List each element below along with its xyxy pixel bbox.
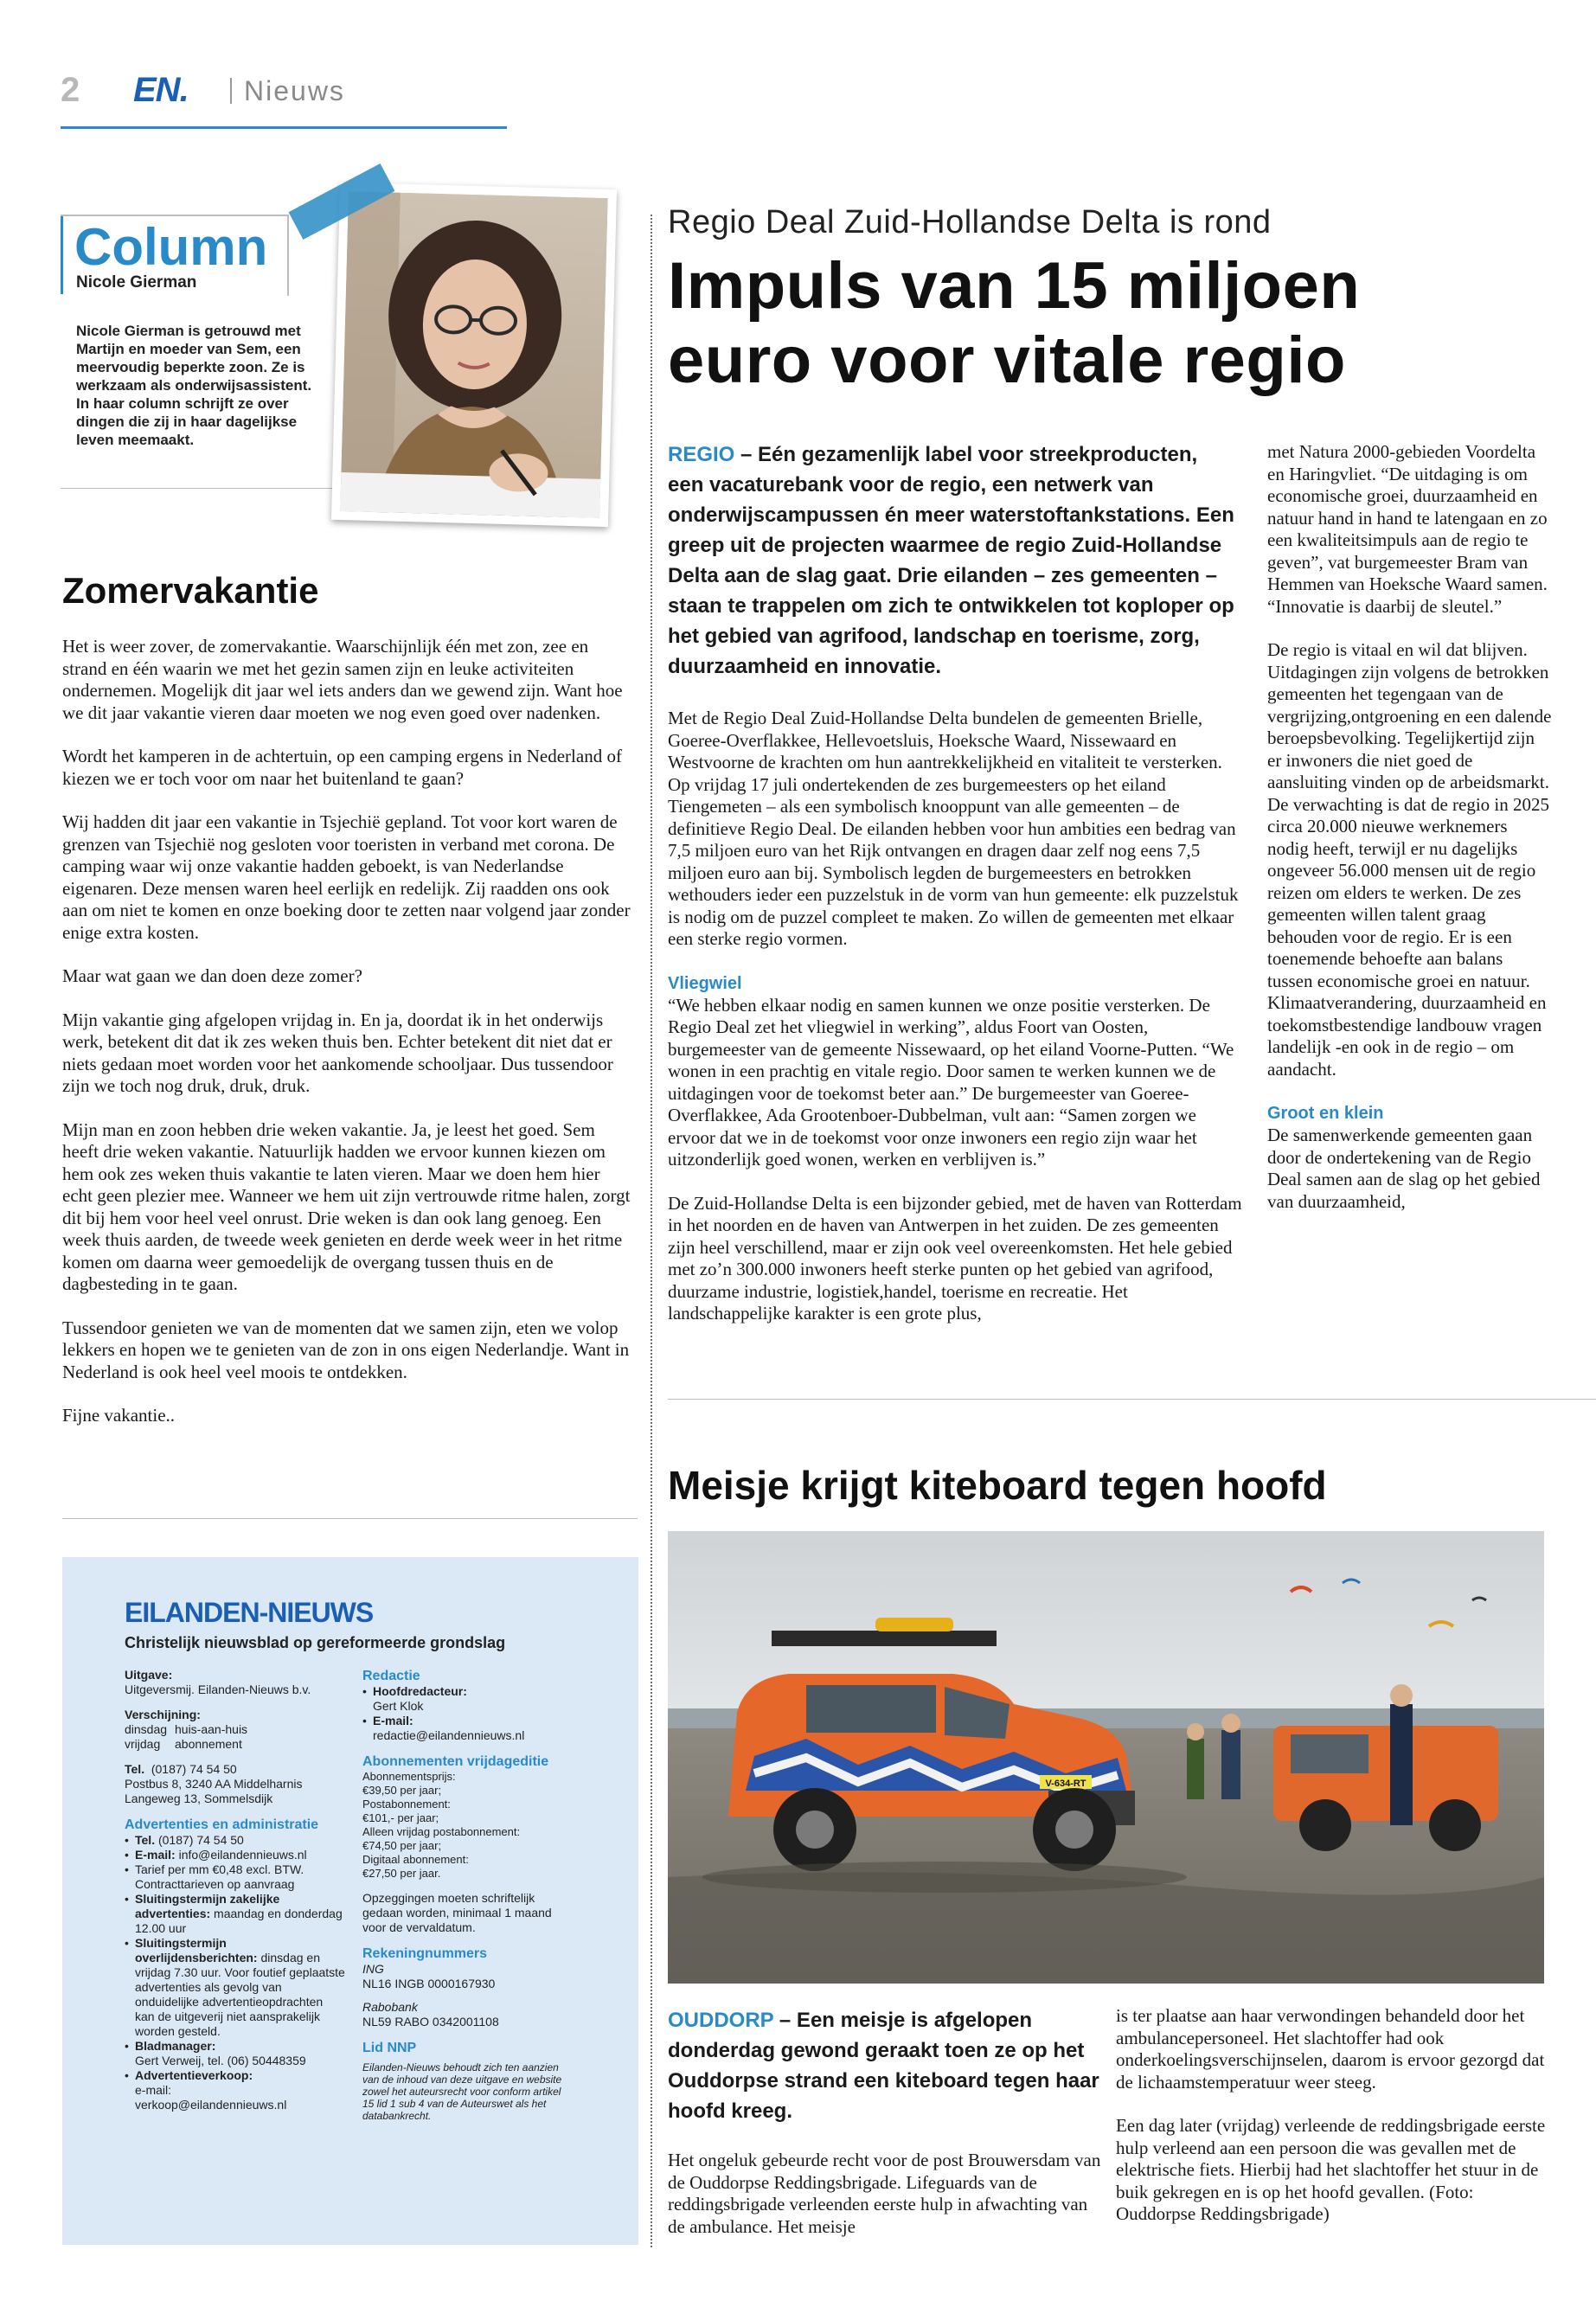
article1-paragraph: De Zuid-Hollandse Delta is een bijzonder gebied, met de haven van Rotterdam in het noorden en de haven van Antwerpen in het zuiden. De zes gemeenten zijn heel verschillend, maar er zijn ook veel overeenkomsten. Het hele gebied met zo’n 300.000 inwoners heeft sterke punten op het gebied van agrifood, duurzame industrie, logistiek,handel, toerisme en recreatie. Het landschappelijke karakter is een grote plus, xyxy=(668,1192,1242,1324)
adv-tarief: • Tarief per mm €0,48 excl. BTW. Contracttarieven op aanvraag xyxy=(125,1862,345,1892)
tel-label: Tel. xyxy=(125,1762,145,1776)
article1-lead-text: – Eén gezamenlijk label voor streekproducten, een vacaturebank voor de regio, een netwerk van onderwijscampussen én meer waterstoftankstations. Een greep uit de projecten waarmee de regio Zuid-Hollandse Delta aan de slag gaat. Drie eilanden – zes gemeenten – staan te trappelen om zich te ontwikkelen tot koploper op het gebied van agrifood, landschap en toerisme, zorg, duurzaamheid en innovatie. xyxy=(668,443,1234,678)
sluiting-overlijden-value: dinsdag en vrijdag 7.30 uur. Voor foutief geplaatste advertenties als gevolg van onduidelijke advertentieopdrachten kan de uitgeverij niet aansprakelijk worden gesteld. xyxy=(135,1951,345,2038)
column-end-rule xyxy=(62,1518,638,1519)
article1-paragraph: De regio is vitaal en wil dat blijven. Uitdagingen zijn volgens de betrokken gemeenten het tegengaan van de vergrijzing,ontgroening en een dalende beroepsbevolking. Tegelijkertijd zijn er inwoners die niet goed de aansluiting vinden op de arbeidsmarkt. De verwachting is dat de regio in 2025 circa 20.000 nieuwe werknemers nodig heeft, terwijl er nu dagelijks ongeveer 56.000 mensen uit de regio reizen om elders te werken. De zes gemeenten willen talent graag behouden voor de regio. Er is een toenemende behoefte aan balans tussen economische groei en natuur. Klimaatverandering, duurzaamheid en toekomstbestendige landbouw vragen landelijk -en ook in de regio – om aandacht. xyxy=(1267,639,1552,1080)
column-paragraph: Tussendoor genieten we van de momenten dat we samen zijn, eten we volop lekkers en hopen we te genieten van de zon in ons eigen Nederlandje. Want in Nederland is ook heel veel moois te ontdekken. xyxy=(62,1317,630,1382)
verschijning-day: dinsdag xyxy=(125,1722,168,1736)
abon-line: Alleen vrijdag postabonnement: xyxy=(362,1825,521,1838)
column-paragraph: Wordt het kamperen in de achtertuin, op een camping ergens in Nederland of kiezen we er toch voor om naar het buitenland te gaan? xyxy=(62,746,622,789)
column-paragraph: Het is weer zover, de zomervakantie. Waarschijnlijk één met zon, zee en strand en één waarin we met het gezin samen zijn en leuke activiteiten ondernemen. Mogelijk dit jaar wel iets anders dan we gewend zijn. Want hoe we dit jaar vakantie vieren daar moeten we nog even goed over nadenken. xyxy=(62,636,623,723)
rabo-value: NL59 RABO 0342001108 xyxy=(362,2015,499,2029)
article1-kicker: Regio Deal Zuid-Hollandse Delta is rond xyxy=(668,204,1272,240)
verschijning-type: huis-aan-huis xyxy=(175,1722,248,1736)
sluiting-overlijden xyxy=(125,1936,345,2039)
colophon-left xyxy=(125,1668,345,2123)
redactie-heading: Redactie xyxy=(362,1669,420,1683)
column-paragraph: Mijn man en zoon hebben drie weken vakantie. Ja, je leest het goed. Sem heeft drie weken vakantie. Natuurlijk hadden we ervoor kunnen kiezen om hem ook zes weken thuis vakantie te laten vieren. Maar we doen hem hier echt geen plezier mee. Wanneer we hem uit zijn vertrouwde ritme halen, zorgt dit bij hem voor heel veel onrust. Drie weken is dan ook lang genoeg. Een week thuis aarden, de tweede week genieten en derde week weer in het ritme komen om daarna weer gemoedelijk de overgang tussen thuis en de dagbesteding in te gaan. xyxy=(62,1118,631,1294)
bladmanager xyxy=(125,2039,345,2068)
article1-paragraph: “We hebben elkaar nodig en samen kunnen we onze positie versterken. De Regio Deal zet het vliegwiel in werking”, aldus Foort van Oosten, burgemeester van de gemeente Nissewaard, op het eiland Voorne-Putten. “We wonen in een prachtig en vitale regio. Door samen te werken kunnen we de uitdagingen voor de toekomst beter aan.” De burgemeester van Goeree-Overflakkee, Ada Grootenboer-Dubbelman, vult aan: “Samen zorgen we ervoor dat we in de toekomst voor onze inwoners een regio zijn waar het uitzonderlijk goed wonen, werken en verblijven is.” xyxy=(668,994,1234,1170)
column-title: Zomervakantie xyxy=(62,570,319,611)
adv-tel-value: (0187) 74 54 50 xyxy=(157,1833,244,1847)
column-label: Column xyxy=(74,218,268,276)
ing-value: NL16 INGB 0000167930 xyxy=(362,1977,496,1990)
verschijning-day: vrijdag xyxy=(125,1737,161,1751)
article2-paragraph: Het ongeluk gebeurde recht voor de post Brouwersdam van de Ouddorpse Reddingsbrigade. Lifeguards van de reddingsbrigade verleenden eerste hulp in afwachting van de ambulance. Het meisje xyxy=(668,2150,1101,2237)
adv-email-label: E-mail: xyxy=(135,1848,176,1862)
verschijning-row xyxy=(125,1737,345,1752)
article1-lead-place: REGIO xyxy=(668,443,735,466)
tel-value: (0187) 74 54 50 xyxy=(151,1762,237,1776)
column-bio: Nicole Gierman is getrouwd met Martijn en moeder van Sem, een meervoudig beperkte zoon. Ze is werkzaam als onderwijsassistent. In haar column schrijft ze over dingen die zij in haar dagelijkse leven meemaakt. xyxy=(76,323,312,448)
adv-heading: Advertenties en administratie xyxy=(125,1817,319,1832)
column-paragraph: Maar wat gaan we dan doen deze zomer? xyxy=(62,965,362,986)
disclaimer: Eilanden-Nieuws behoudt zich ten aanzien van de inhoud van deze uitgave en website zowel het auteursrecht voor conform artikel 15 lid 1 sub 4 van de Auteurswet als het databankrecht. xyxy=(362,2061,562,2122)
section-label: Nieuws xyxy=(244,75,345,106)
article2-paragraph: is ter plaatse aan haar verwondingen behandeld door het ambulancepersoneel. Het slachtoffer had ook onderkoelingsverschijnselen, daarom is ervoor gezorgd dat de lichaamstemperatuur weer steeg. xyxy=(1116,2005,1545,2093)
opzegging: Opzeggingen moeten schriftelijk gedaan worden, minimaal 1 maand voor de vervaldatum. xyxy=(362,1891,552,1934)
license-plate-text: V-634-RT xyxy=(1045,1779,1086,1789)
bladmanager-value: Gert Verweij, tel. (06) 50448359 xyxy=(135,2054,306,2067)
adv-email xyxy=(125,1848,345,1862)
nnp-heading: Lid NNP xyxy=(362,2041,417,2055)
page-number: 2 xyxy=(61,71,80,109)
abon-line: Abonnementsprijs: xyxy=(362,1770,456,1783)
verschijning-label: Verschijning: xyxy=(125,1708,201,1721)
column-divider xyxy=(651,215,652,2247)
abon-line: €74,50 per jaar; xyxy=(362,1839,442,1852)
bladmanager-label: Bladmanager: xyxy=(135,2039,216,2053)
sluiting-overlijden-label: Sluitingstermijn overlijdensberichten: xyxy=(135,1936,258,1965)
abon-line: €101,- per jaar; xyxy=(362,1811,439,1824)
article2-headline: Meisje krijgt kiteboard tegen hoofd xyxy=(668,1463,1327,1508)
colophon-tagline: Christelijk nieuwsblad op gereformeerde grondslag xyxy=(125,1634,506,1651)
article1-col2 xyxy=(1267,441,1553,1213)
article2-lead-place: OUDDORP xyxy=(668,2009,774,2032)
article1-col1 xyxy=(668,708,1243,1325)
article2-photo xyxy=(668,1531,1544,1984)
colophon-box xyxy=(62,1557,638,2245)
article2-col2 xyxy=(1116,2005,1548,2226)
column-paragraph: Mijn vakantie ging afgelopen vrijdag in. En ja, doordat ik in het onderwijs werk, betekent dit dat ik zes weken thuis ben. Echter betekent dit niet dat er niets gedaan moet worden voor het aankomende schooljaar. Dus tussendoor zijn we toch nog druk, druk, druk. xyxy=(62,1009,613,1096)
column-paragraph: Wij hadden dit jaar een vakantie in Tsjechië gepland. Tot voor kort waren de grenzen van Tsjechië nog gesloten voor toeristen in verband met corona. De camping waar wij onze vakantie hadden geboekt, is van Nederlandse eigenaren. Deze mensen waren heel eerlijk en redelijk. Zij raadden ons ook aan om niet te komen en onze boeking door te zetten naar volgend jaar zonder enige extra kosten. xyxy=(62,811,631,943)
article1-headline-line: euro voor vitale regio xyxy=(668,324,1346,397)
newspaper-logo: EN. xyxy=(133,71,189,109)
hoofdredacteur xyxy=(362,1684,583,1714)
address-line: Postbus 8, 3240 AA Middelharnis xyxy=(125,1777,303,1791)
colophon-brand: EILANDEN-NIEUWS xyxy=(125,1597,374,1628)
page-header xyxy=(61,71,510,114)
abon-line: Digitaal abonnement: xyxy=(362,1853,469,1866)
adv-tel xyxy=(125,1833,345,1848)
article2-lead xyxy=(668,2005,1109,2126)
article1-headline xyxy=(668,249,1585,398)
article2-paragraph: Een dag later (vrijdag) verleende de reddingsbrigade eerste hulp verleend aan een persoon die was gevallen met de elektrische fiets. Hierbij had het slachtoffer het stuur in de buik gekregen en is op het hoofd gevallen. (Foto: Ouddorpse Reddingsbrigade) xyxy=(1116,2115,1546,2224)
sluiting-zakelijk-label: Sluitingstermijn zakelijke advertenties: xyxy=(135,1892,280,1920)
advkoop-email-value[interactable]: verkoop@eilandennieuws.nl xyxy=(135,2098,287,2112)
abon-line: Postabonnement: xyxy=(362,1798,451,1811)
redactie-email xyxy=(362,1714,583,1743)
column-author: Nicole Gierman xyxy=(76,273,197,292)
article1-paragraph: met Natura 2000-gebieden Voordelta en Haringvliet. “De uitdaging is om economische groei, duurzaamheid en natuur hand in hand te latengaan en zo een kwaliteitsimpuls aan de regio te geven”, vat burgemeester Bram van Hemmen van Hoeksche Waard samen. “Innovatie is daarbij de sleutel.” xyxy=(1267,441,1548,617)
verschijning-type: abonnement xyxy=(175,1737,242,1751)
article-separator xyxy=(668,1399,1596,1400)
rabo-label: Rabobank xyxy=(362,2000,418,2014)
hoofdred-label: Hoofdredacteur: xyxy=(373,1684,467,1698)
rek-heading: Rekeningnummers xyxy=(362,1946,488,1961)
article1-paragraph: Met de Regio Deal Zuid-Hollandse Delta bundelen de gemeenten Brielle, Goeree-Overflakkee, Hellevoetsluis, Hoeksche Waard, Nissewaard en Westvoorne de krachten om hun aantrekkelijkheid en vitaliteit te versterken. Op vrijdag 17 juli ondertekenden de zes burgemeesters op het eiland Tiengemeten – als een symbolisch knooppunt van alle gemeenten – de definitieve Regio Deal. De eilanden hebben voor hun ambities een bedrag van 7,5 miljoen euro van het Rijk ontvangen en dragen daar zelf nog eens 7,5 miljoen euro aan bij. Symbolisch legden de burgemeesters en betrokken wethouders ieder een puzzelstuk in de vorm van hun gemeente: elk puzzelstuk is nodig om de puzzel compleet te maken. Zo willen de gemeenten met elkaar een sterke regio vormen. xyxy=(668,708,1239,949)
article1-lead xyxy=(668,439,1239,682)
sluiting-zakelijk-value: maandag en donderdag 12.00 uur xyxy=(135,1907,343,1935)
author-portrait xyxy=(340,191,608,518)
article1-subheading: Vliegwiel xyxy=(668,973,742,993)
article2-col1 xyxy=(668,2150,1105,2238)
abon-heading: Abonnementen vrijdageditie xyxy=(362,1754,549,1769)
header-divider xyxy=(230,78,232,104)
article1-paragraph: De samenwerkende gemeenten gaan door de ondertekening van de Regio Deal samen aan de slag op het gebied van duurzaamheid, xyxy=(1267,1125,1541,1212)
colophon-right xyxy=(362,1668,583,2132)
article2-lead-text: – Een meisje is afgelopen donderdag gewond geraakt toen ze op het Ouddorpse strand een kiteboard tegen haar hoofd kreeg. xyxy=(668,2009,1099,2123)
column-body xyxy=(62,636,633,1449)
adv-email-value[interactable]: info@eilandennieuws.nl xyxy=(178,1848,307,1862)
verschijning-row xyxy=(125,1722,345,1737)
redactie-email-value[interactable]: redactie@eilandennieuws.nl xyxy=(373,1728,525,1742)
redactie-email-label: E-mail: xyxy=(373,1714,413,1727)
advkoop-email-label: e-mail: xyxy=(135,2083,172,2097)
abon-line: €27,50 per jaar. xyxy=(362,1867,441,1880)
rescue-vehicle-photo xyxy=(668,1531,1544,1984)
address-line: Langeweg 13, Sommelsdijk xyxy=(125,1791,273,1805)
article1-subheading: Groot en klein xyxy=(1267,1104,1384,1123)
column-box-rule xyxy=(61,488,333,489)
ing-label: ING xyxy=(362,1962,384,1976)
author-photo xyxy=(331,183,617,527)
advertentieverkoop xyxy=(125,2068,345,2112)
uitgave-label: Uitgave: xyxy=(125,1668,173,1682)
header-rule xyxy=(61,126,507,129)
article1-headline-line: Impuls van 15 miljoen xyxy=(668,249,1361,323)
abon-line: €39,50 per jaar; xyxy=(362,1784,442,1797)
column-paragraph: Fijne vakantie.. xyxy=(62,1405,176,1426)
sluiting-zakelijk xyxy=(125,1892,345,1936)
advkoop-label: Advertentieverkoop: xyxy=(135,2068,253,2082)
uitgave-value: Uitgeversmij. Eilanden-Nieuws b.v. xyxy=(125,1682,311,1696)
column-box xyxy=(61,215,333,491)
hoofdred-value: Gert Klok xyxy=(373,1699,424,1713)
adv-tel-label: Tel. xyxy=(135,1833,156,1847)
